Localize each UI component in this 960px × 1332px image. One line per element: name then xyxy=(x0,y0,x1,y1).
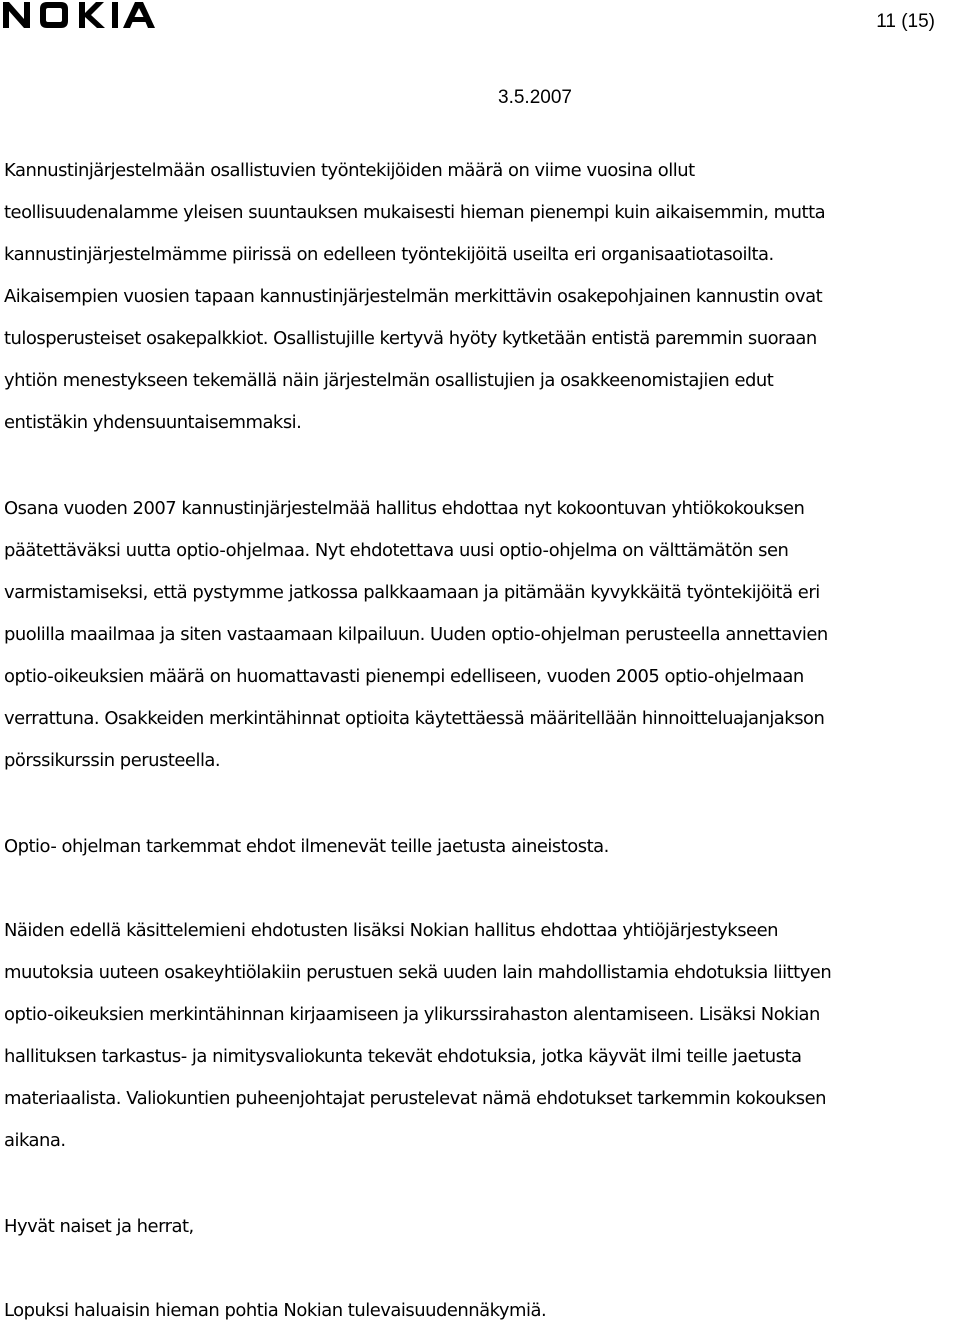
text-line: kannustinjärjestelmämme piirissä on edelleen työntekijöitä useilta eri organisaatiotasoilta. xyxy=(4,244,774,265)
paragraph-incentive-plan xyxy=(4,150,959,444)
text-line: varmistamiseksi, että pystymme jatkossa palkkaamaan ja pitämään kyvykkäitä työntekijöitä eri xyxy=(4,582,820,603)
text-line: Lopuksi haluaisin hieman pohtia Nokian tulevaisuudennäkymiä. xyxy=(4,1300,547,1321)
text-line: muutoksia uuteen osakeyhtiölakiin perustuen sekä uuden lain mahdollistamia ehdotuksia liittyen xyxy=(4,962,832,983)
nokia-logo xyxy=(3,2,166,28)
paragraph-greeting xyxy=(4,1206,959,1248)
document-date: 3.5.2007 xyxy=(498,87,572,108)
text-line: Osana vuoden 2007 kannustinjärjestelmää hallitus ehdottaa nyt kokoontuvan yhtiökokouksen xyxy=(4,498,805,519)
text-line: Aikaisempien vuosien tapaan kannustinjärjestelmän merkittävin osakepohjainen kannustin ovat xyxy=(4,286,823,307)
paragraph-option-terms xyxy=(4,826,959,868)
paragraph-option-program xyxy=(4,488,959,782)
text-line: aikana. xyxy=(4,1130,66,1151)
text-line: päätettäväksi uutta optio-ohjelmaa. Nyt ehdotettava uusi optio-ohjelma on välttämätön sen xyxy=(4,540,789,561)
text-line: puolilla maailmaa ja siten vastaamaan kilpailuun. Uuden optio-ohjelman perusteella annettavien xyxy=(4,624,828,645)
text-line: teollisuudenalamme yleisen suuntauksen mukaisesti hieman pienempi kuin aikaisemmin, mutta xyxy=(4,202,826,223)
text-line: Näiden edellä käsittelemieni ehdotusten lisäksi Nokian hallitus ehdottaa yhtiöjärjestykseen xyxy=(4,920,779,941)
text-line: optio-oikeuksien merkintähinnan kirjaamiseen ja ylikurssirahaston alentamiseen. Lisäksi Nokian xyxy=(4,1004,820,1025)
text-line: tulosperusteiset osakepalkkiot. Osallistujille kertyvä hyöty kytketään entistä paremmin suoraan xyxy=(4,328,817,349)
text-line: pörssikurssin perusteella. xyxy=(4,750,221,771)
text-line: yhtiön menestykseen tekemällä näin järjestelmän osallistujien ja osakkeenomistajien edut xyxy=(4,370,774,391)
page-number: 11 (15) xyxy=(876,11,935,32)
text-line: Optio- ohjelman tarkemmat ehdot ilmenevät teille jaetusta aineistosta. xyxy=(4,836,609,857)
text-line: hallituksen tarkastus- ja nimitysvaliokunta tekevät ehdotuksia, jotka käyvät ilmi teille jaetusta xyxy=(4,1046,802,1067)
text-line: Kannustinjärjestelmään osallistuvien työntekijöiden määrä on viime vuosina ollut xyxy=(4,160,695,181)
text-line: entistäkin yhdensuuntaisemmaksi. xyxy=(4,412,302,433)
text-line: materiaalista. Valiokuntien puheenjohtajat perustelevat nämä ehdotukset tarkemmin kokouksen xyxy=(4,1088,826,1109)
text-line: verrattuna. Osakkeiden merkintähinnat optioita käytettäessä määritellään hinnoitteluajanjakson xyxy=(4,708,825,729)
text-line: Hyvät naiset ja herrat, xyxy=(4,1216,194,1237)
text-line: optio-oikeuksien määrä on huomattavasti pienempi edelliseen, vuoden 2005 optio-ohjelmaan xyxy=(4,666,804,687)
paragraph-board-proposals xyxy=(4,910,959,1162)
